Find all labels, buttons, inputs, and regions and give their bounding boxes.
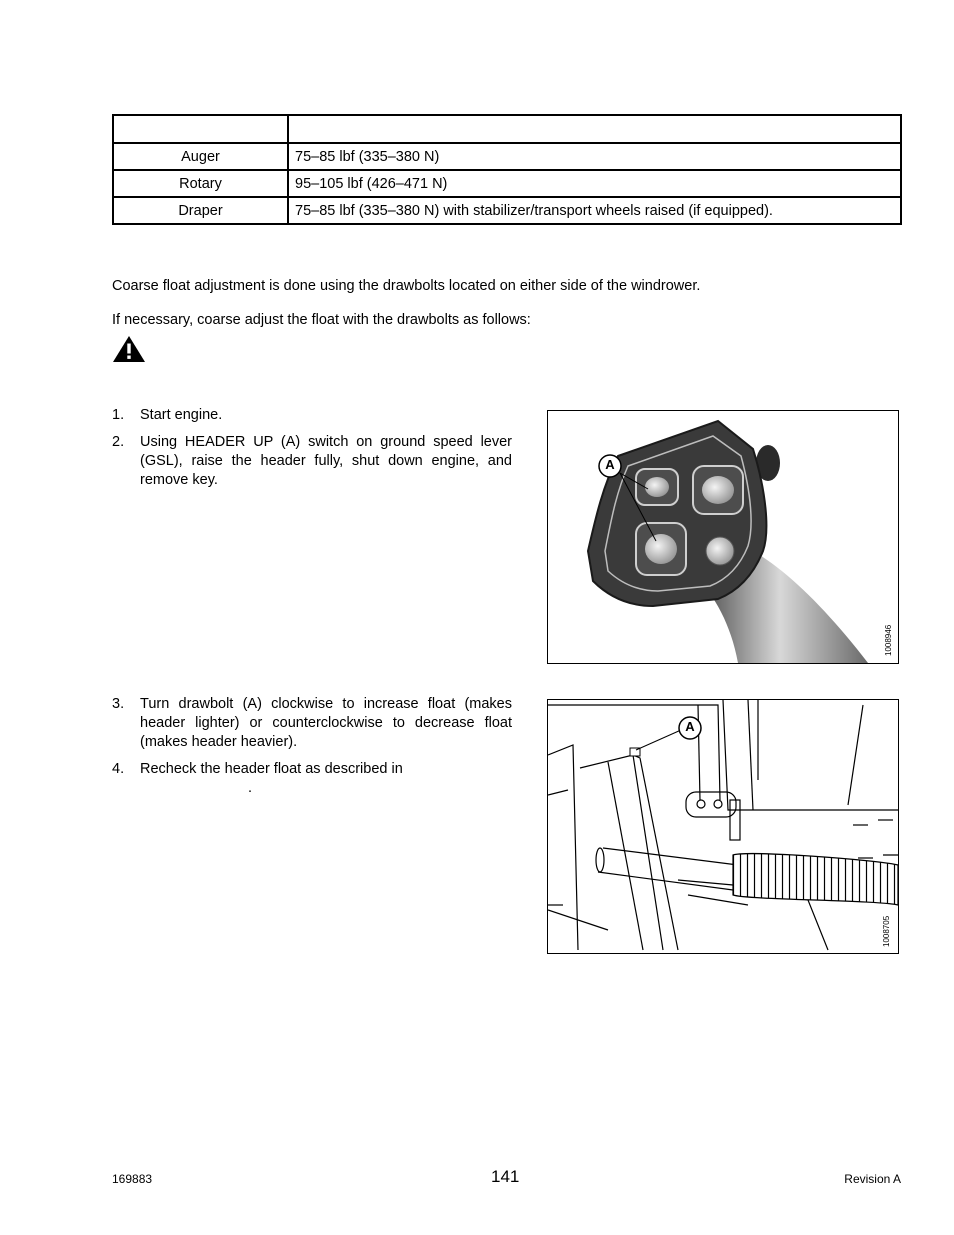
step-text: Start engine.: [140, 407, 223, 423]
list-item: [112, 695, 512, 752]
header-type-cell: Draper: [113, 197, 288, 224]
table-header-row: [113, 115, 901, 143]
drawbolt-figure: [547, 699, 899, 954]
force-cell: 75–85 lbf (335–380 N): [288, 143, 901, 170]
step-text: Using HEADER UP (A) switch on ground speed lever (GSL), raise the header fully, shut down engine, and remove key.: [140, 434, 512, 488]
figure-code: 1008946: [884, 624, 893, 656]
steps-group-1: [112, 406, 512, 498]
header-type-cell: Auger: [113, 143, 288, 170]
list-item: [112, 406, 512, 425]
list-item: [112, 433, 512, 490]
callout-label-a: A: [685, 719, 695, 734]
float-spec-table: [112, 114, 902, 225]
table-header-cell: [288, 115, 901, 143]
table-row: [113, 197, 901, 224]
step-number: 1.: [112, 407, 125, 423]
step-text: .: [248, 780, 253, 796]
step-number: 2.: [112, 434, 125, 450]
intro-paragraph-1: Coarse float adjustment is done using the drawbolts located on either side of the windrower.: [112, 278, 701, 294]
steps-group-2: [112, 695, 512, 806]
header-type-cell: Rotary: [113, 170, 288, 197]
drawbolt-illustration: [548, 700, 898, 953]
gsl-handle-figure: [547, 410, 899, 664]
step-text: Turn drawbolt (A) clockwise to increase float (makes header lighter) or counterclockwise to decrease float (makes header heavier).: [140, 696, 512, 750]
warning-triangle-icon: [112, 335, 146, 363]
step-text: Recheck the header float as described in: [140, 761, 403, 777]
table-row: [113, 143, 901, 170]
figure-code: 1008705: [882, 915, 891, 947]
table-row: [113, 170, 901, 197]
step-number: 3.: [112, 696, 125, 712]
table-header-cell: [113, 115, 288, 143]
page-number: 141: [491, 1167, 520, 1186]
list-item-continuation: [112, 779, 512, 798]
revision-label: Revision A: [844, 1172, 901, 1186]
gsl-handle-illustration: [548, 411, 898, 663]
intro-paragraph-2: If necessary, coarse adjust the float with the drawbolts as follows:: [112, 312, 531, 328]
step-number: 4.: [112, 761, 125, 777]
force-cell: 95–105 lbf (426–471 N): [288, 170, 901, 197]
doc-number: 169883: [112, 1172, 153, 1186]
list-item: [112, 760, 512, 779]
callout-label-a: A: [605, 457, 615, 472]
force-cell: 75–85 lbf (335–380 N) with stabilizer/transport wheels raised (if equipped).: [288, 197, 901, 224]
